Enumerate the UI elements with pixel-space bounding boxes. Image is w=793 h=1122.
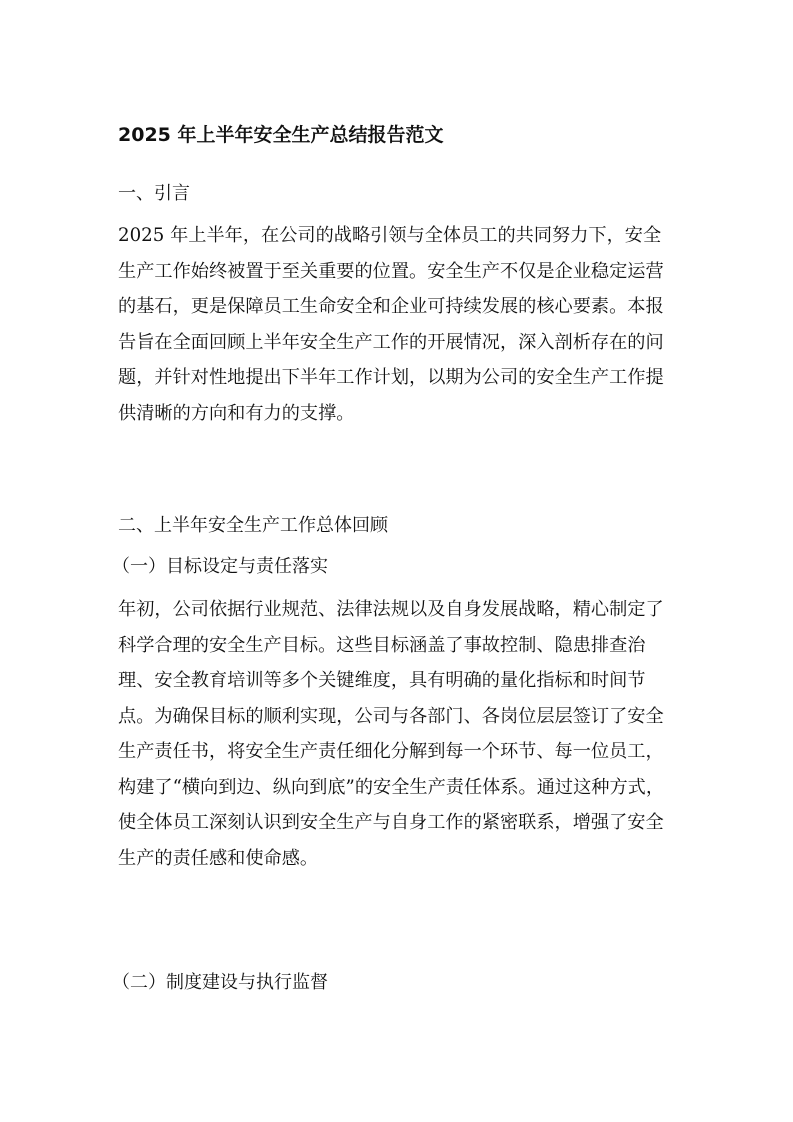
document-title: 2025 年上半年安全生产总结报告范文 (118, 124, 444, 146)
subsection-heading-regulations: （二）制度建设与执行监督 (112, 972, 328, 993)
section-heading-review: 二、上半年安全生产工作总体回顾 (118, 515, 388, 536)
subsection-heading-goals: （一）目标设定与责任落实 (112, 556, 328, 577)
introduction-paragraph: 2025 年上半年，在公司的战略引领与全体员工的共同努力下，安全生产工作始终被置于至关重要的位置。安全生产不仅是企业稳定运营的基石，更是保障员工生命安全和企业可持续发展的核心要素。本报告旨在全面回顾上半年安全生产工作的开展情况，深入剖析存在的问题，并针对性地提出下半年工作计划，以期为公司的安全生产工作提供清晰的方向和有力的支撑。 (118, 225, 664, 424)
goals-paragraph: 年初，公司依据行业规范、法律法规以及自身发展战略，精心制定了科学合理的安全生产目标。这些目标涵盖了事故控制、隐患排查治理、安全教育培训等多个关键维度，具有明确的量化指标和时间节点。为确保目标的顺利实现，公司与各部门、各岗位层层签订了安全生产责任书，将安全生产责任细化分解到每一个环节、每一位员工，构建了“横向到边、纵向到底”的安全生产责任体系。通过这种方式，使全体员工深刻认识到安全生产与自身工作的紧密联系，增强了安全生产的责任感和使命感。 (118, 599, 665, 869)
section-heading-introduction: 一、引言 (118, 183, 190, 204)
